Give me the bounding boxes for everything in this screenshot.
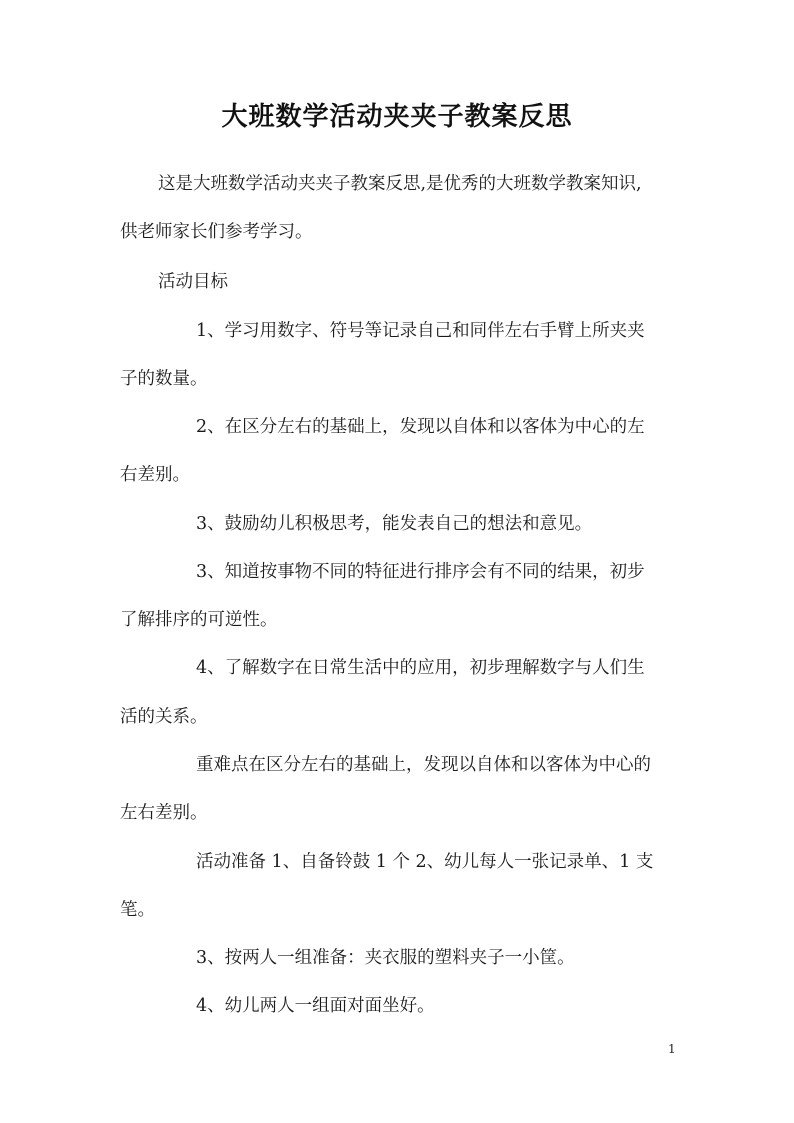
prep-line-1: 活动准备 1、自备铃鼓 1 个 2、幼儿每人一张记录单、1 支 [196, 852, 654, 872]
intro-line-1: 这是大班数学活动夹夹子教案反思,是优秀的大班数学教案知识, [158, 174, 642, 194]
goal-heading: 活动目标 [158, 272, 228, 292]
goal-1-line-1: 1、学习用数字、符号等记录自己和同伴左右手臂上所夹夹 [196, 321, 645, 341]
goal-1-line-2: 子的数量。 [120, 369, 208, 389]
intro-line-2: 供老师家长们参考学习。 [120, 222, 313, 242]
key-points-line-1: 重难点在区分左右的基础上，发现以自体和以客体为中心的 [196, 755, 651, 775]
goal-4-line-2: 活的关系。 [120, 707, 208, 727]
goal-3b-line-1: 3、知道按事物不同的特征进行排序会有不同的结果，初步 [196, 562, 645, 582]
prep-3-line: 3、按两人一组准备：夹衣服的塑料夹子一小筐。 [196, 948, 575, 968]
goal-4-line-1: 4、了解数字在日常生活中的应用，初步理解数字与人们生 [196, 658, 645, 678]
page-number: 1 [668, 1042, 676, 1056]
goal-3a-line: 3、鼓励幼儿积极思考，能发表自己的想法和意见。 [196, 514, 593, 534]
goal-2-line-1: 2、在区分左右的基础上，发现以自体和以客体为中心的左 [196, 417, 645, 437]
goal-2-line-2: 右差别。 [120, 465, 190, 485]
prep-line-2: 笔。 [120, 900, 155, 920]
goal-3b-line-2: 了解排序的可逆性。 [120, 610, 278, 630]
prep-4-line: 4、幼儿两人一组面对面坐好。 [196, 996, 435, 1016]
key-points-line-2: 左右差别。 [120, 803, 208, 823]
document-title: 大班数学活动夹夹子教案反思 [221, 102, 573, 132]
